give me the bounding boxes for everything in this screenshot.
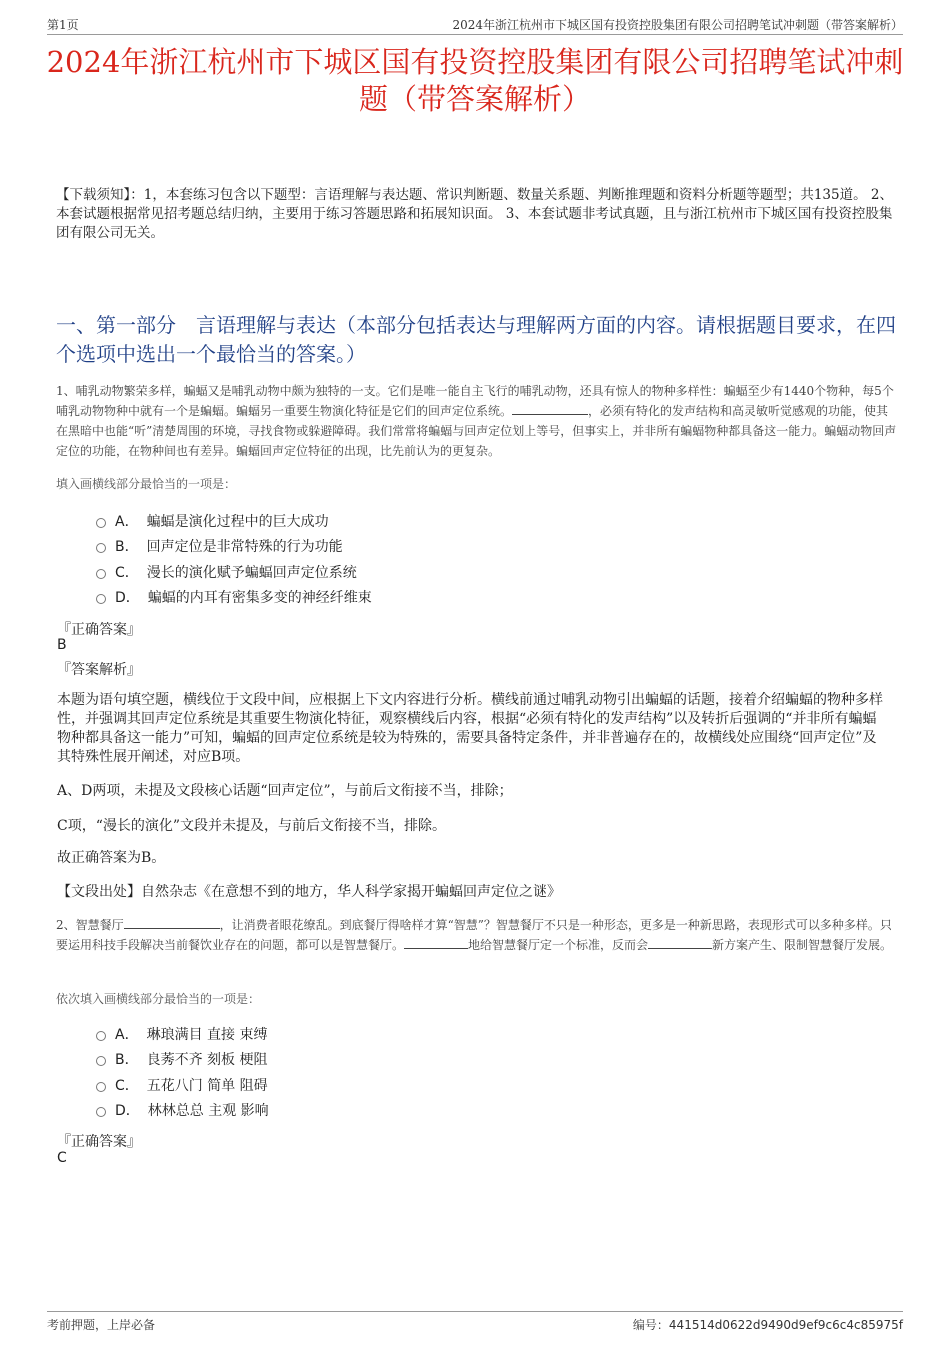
download-notice: 【下载须知】：1，本套练习包含以下题型：言语理解与表达题、常识判断题、数量关系题、判断推理题和资料分析题等题型；共135道。 2、本套试题根据常见招考题总结归纳，主要用于练习答题思路和拓展知识面。 3、本套试题非考试真题，且与浙江杭州市下城区国有投资控股集团有限公司无关。 — [56, 187, 893, 241]
option-text: 回声定位是非常特殊的行为功能 — [146, 539, 343, 556]
correct-answer-label: 『正确答案』 — [57, 1134, 141, 1150]
option-letter: D． — [115, 590, 140, 607]
question-1-text — [56, 381, 900, 461]
option-d[interactable] — [96, 1098, 269, 1124]
option-b[interactable] — [96, 1047, 269, 1073]
radio-icon[interactable] — [96, 1056, 106, 1066]
analysis-label: 『答案解析』 — [57, 662, 141, 678]
question-2-prompt: 依次填入画横线部分最恰当的一项是： — [56, 992, 261, 1006]
page-number: 第1页 — [47, 18, 79, 32]
question-2-options — [96, 1021, 269, 1123]
question-2-text-c: 地给智慧餐厅定一个标准，反而会 — [468, 938, 649, 952]
option-letter: C． — [115, 564, 139, 581]
page-footer — [47, 1311, 903, 1334]
analysis-text: 本题为语句填空题，横线位于文段中间，应根据上下文内容进行分析。横线前通过哺乳动物引出蝙蝠的话题，接着介绍蝙蝠的物种多样性，并强调其回声定位系统是其重要生物演化特征，观察横线后内容，根据“必须有特化的发声结构”以及转折后强调的“并非所有蝙蝠物种都具备这一能力”可知，蝙蝠的回声定位系统是较为特殊的，需要具备特定条件，并非普遍存在的，故横线处应围绕“回声定位”及其特殊性展开阐述，对应B项。 — [57, 692, 883, 765]
option-letter: B． — [115, 1052, 139, 1069]
option-letter: B． — [115, 539, 139, 556]
option-letter: C． — [115, 1077, 139, 1094]
radio-icon[interactable] — [96, 1107, 106, 1117]
question-2-text-d: 新方案产生、限制智慧餐厅发展。 — [712, 938, 893, 952]
correct-answer-value: C — [57, 1150, 67, 1166]
option-a[interactable] — [96, 508, 372, 534]
text-source: 【文段出处】自然杂志《在意想不到的地方，华人科学家揭开蝙蝠回声定位之谜》 — [57, 884, 561, 900]
option-text: 五花八门 简单 阻碍 — [146, 1077, 268, 1094]
fill-blank — [124, 916, 220, 929]
option-c[interactable] — [96, 559, 372, 585]
question-2-text-a: 2、智慧餐厅 — [56, 918, 124, 932]
radio-icon[interactable] — [96, 1082, 106, 1092]
fill-blank — [648, 936, 712, 949]
footer-slogan: 考前押题，上岸必备 — [47, 1318, 156, 1332]
document-title: 2024年浙江杭州市下城区国有投资控股集团有限公司招聘笔试冲刺题（带答案解析） — [46, 45, 904, 116]
running-title: 2024年浙江杭州市下城区国有投资控股集团有限公司招聘笔试冲刺题（带答案解析） — [452, 18, 903, 32]
radio-icon[interactable] — [96, 594, 106, 604]
option-letter: A． — [115, 1026, 139, 1043]
footer-serial — [633, 1316, 903, 1333]
option-letter: A． — [115, 513, 139, 530]
question-1-options — [96, 508, 372, 610]
serial-number: 441514d0622d9490d9ef9c6c4c85975f — [668, 1318, 903, 1332]
radio-icon[interactable] — [96, 543, 106, 553]
question-1-text-a: 1、哺乳动物繁荣多样，蝙蝠又是哺乳动物中颇为独特的一支。它们是唯一能自主飞行的哺乳动物，还具有惊人的物种多样性：蝙蝠至少有1440个物种，每5个哺乳动物物种中就有一个是蝙蝠。蝙蝠另一重要生物演化特征是它们的回声定位系统。 — [56, 384, 894, 418]
fill-blank — [512, 402, 588, 415]
question-2-text-b: ，让消费者眼花缭乱。到底餐厅得啥样才算“智慧”？智慧餐厅不只是一种形态，更多是一种新思路，表现形式可以多种多样。只要运用科技手段解决当前餐饮业存在的问题，都可以是智慧餐厅。 — [56, 918, 892, 952]
option-text: 蝙蝠是演化过程中的巨大成功 — [146, 513, 329, 530]
option-letter: D． — [115, 1103, 140, 1120]
question-1-text-b: ，必须有特化的发声结构和高灵敏听觉感观的功能，使其在黑暗中也能“听”清楚周围的环境，寻找食物或躲避障碍。我们常常将蝙蝠与回声定位划上等号，但事实上，并非所有蝙蝠物种都具备这一能力。蝙蝠动物回声定位的功能，在物种间也有差异。蝙蝠回声定位特征的出现，比先前认为的更复杂。 — [56, 404, 897, 458]
option-text: 漫长的演化赋予蝙蝠回声定位系统 — [146, 564, 357, 581]
option-c[interactable] — [96, 1072, 269, 1098]
radio-icon[interactable] — [96, 518, 106, 528]
analysis-option-c: C项，“漫长的演化”文段并未提及，与前后文衔接不当，排除。 — [57, 818, 447, 834]
option-b[interactable] — [96, 534, 372, 560]
question-1-prompt: 填入画横线部分最恰当的一项是： — [56, 477, 237, 491]
option-text: 蝙蝠的内耳有密集多变的神经纤维束 — [147, 590, 372, 607]
option-text: 良莠不齐 刻板 梗阻 — [146, 1052, 268, 1069]
page-header — [47, 14, 903, 35]
fill-blank — [404, 936, 468, 949]
question-2-text — [56, 915, 900, 955]
option-a[interactable] — [96, 1021, 269, 1047]
option-text: 琳琅满目 直接 束缚 — [146, 1026, 268, 1043]
serial-label: 编号： — [632, 1318, 669, 1332]
option-d[interactable] — [96, 585, 372, 611]
analysis-options-ad: A、D两项，未提及文段核心话题“回声定位”，与前后文衔接不当，排除； — [57, 783, 513, 799]
correct-answer-value: B — [57, 637, 67, 653]
radio-icon[interactable] — [96, 569, 106, 579]
option-text: 林林总总 主观 影响 — [147, 1103, 269, 1120]
analysis-conclusion: 故正确答案为B。 — [57, 850, 166, 866]
radio-icon[interactable] — [96, 1031, 106, 1041]
section-heading: 一、第一部分 言语理解与表达（本部分包括表达与理解两方面的内容。请根据题目要求，在四个选项中选出一个最恰当的答案。） — [56, 313, 896, 366]
correct-answer-label: 『正确答案』 — [57, 622, 141, 638]
